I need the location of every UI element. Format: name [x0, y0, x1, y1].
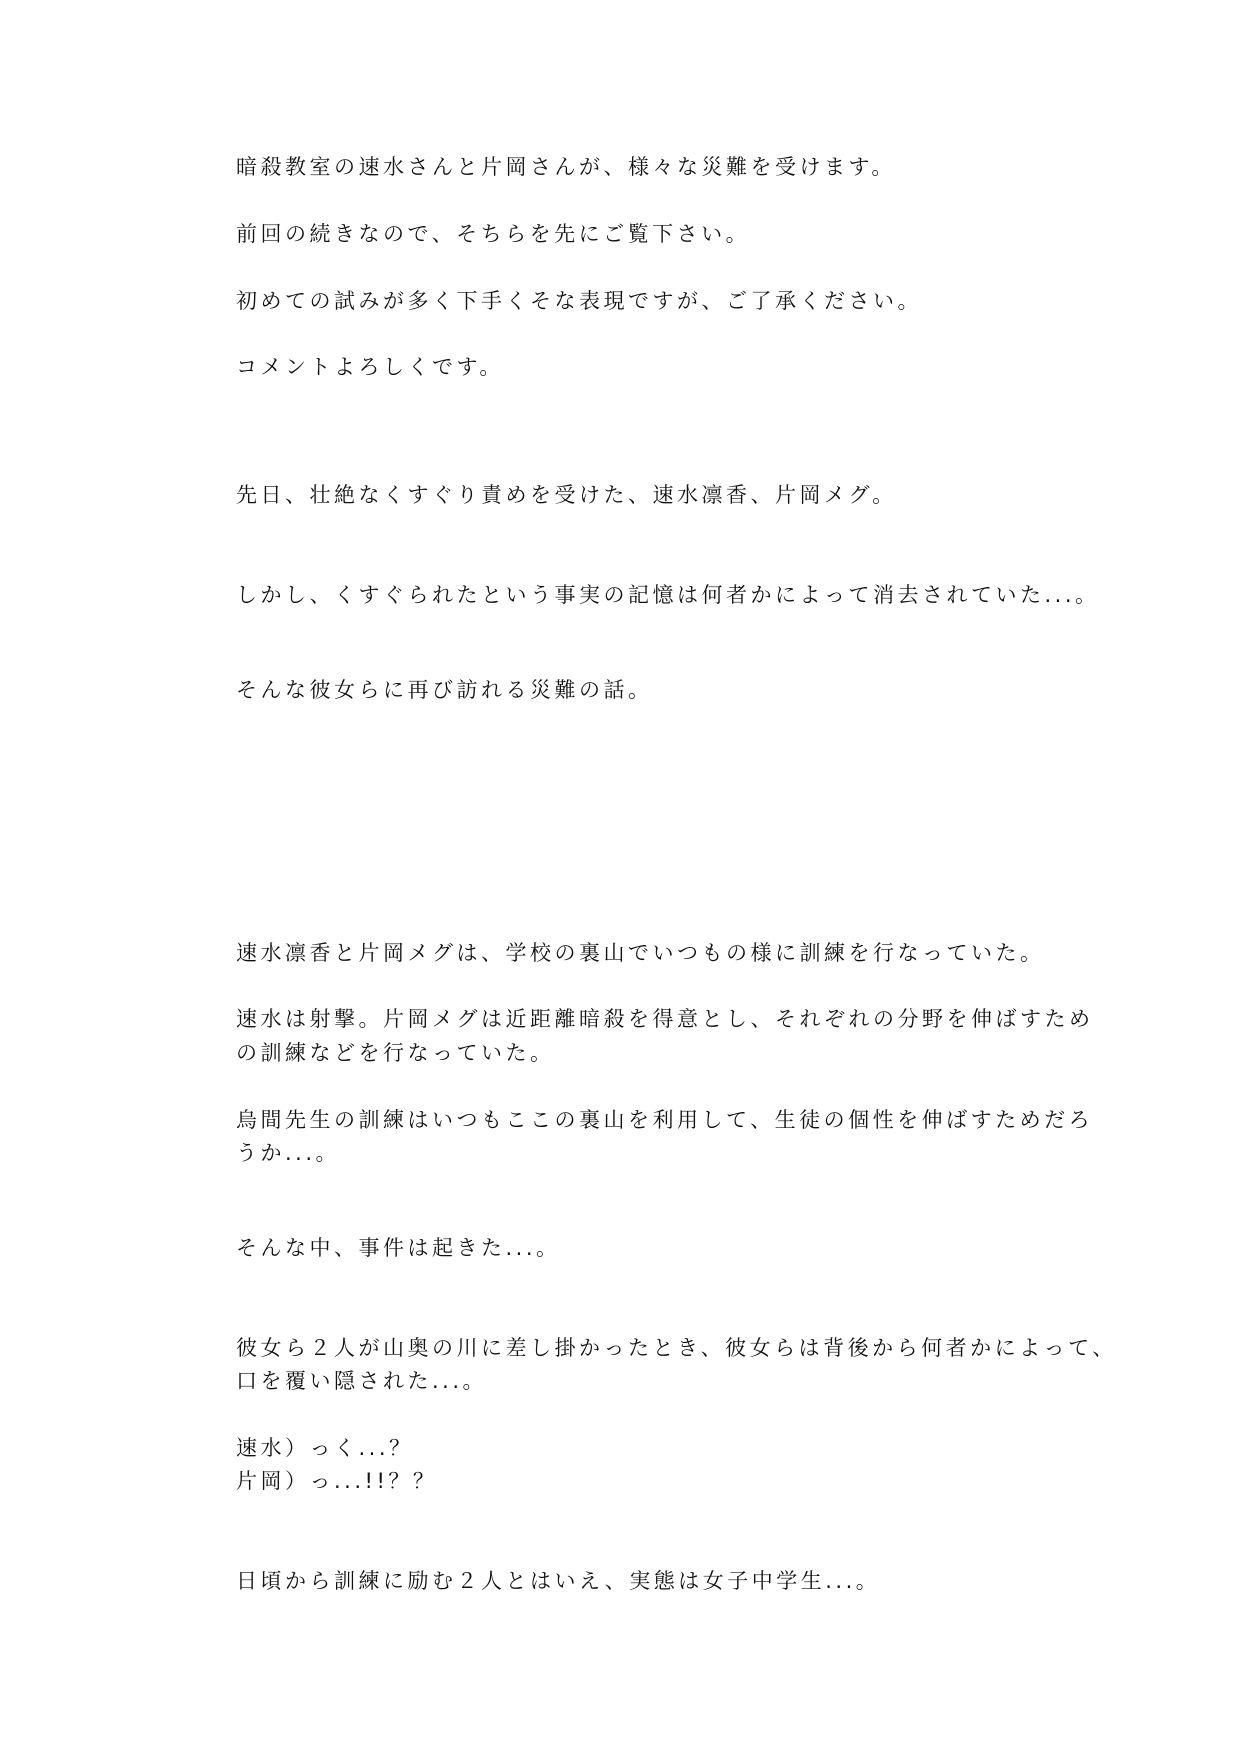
dialogue-line-hayami: 速水）っく...？	[236, 1436, 414, 1460]
story-paragraph-1: 速水凛香と片岡メグは、学校の裏山でいつもの様に訓練を行なっていた。	[236, 941, 1045, 965]
prologue-line-2: しかし、くすぐられたという事実の記憶は何者かによって消去されていた...。	[236, 583, 1100, 607]
story-paragraph-5-line-1: 彼女ら２人が山奥の川に差し掛かったとき、彼女らは背後から何者かによって、	[236, 1336, 1117, 1360]
prologue-line-3: そんな彼女らに再び訪れる災難の話。	[236, 678, 653, 702]
story-paragraph-2-line-1: 速水は射撃。片岡メグは近距離暗殺を得意とし、それぞれの分野を伸ばすため	[236, 1007, 1094, 1031]
story-paragraph-6: 日頃から訓練に励む２人とはいえ、実態は女子中学生...。	[236, 1569, 881, 1593]
prologue-line-1: 先日、壮絶なくすぐり責めを受けた、速水凛香、片岡メグ。	[236, 483, 897, 507]
intro-line-3: 初めての試みが多く下手くそな表現ですが、ご了承ください。	[236, 289, 922, 313]
story-paragraph-4: そんな中、事件は起きた...。	[236, 1236, 561, 1260]
intro-line-4: コメントよろしくです。	[236, 355, 504, 379]
intro-line-2: 前回の続きなので、そちらを先にご覧下さい。	[236, 222, 751, 246]
story-paragraph-2-line-2: の訓練などを行なっていた。	[236, 1041, 555, 1065]
intro-line-1: 暗殺教室の速水さんと片岡さんが、様々な災難を受けます。	[236, 155, 896, 179]
story-paragraph-3-line-1: 烏間先生の訓練はいつもここの裏山を利用して、生徒の個性を伸ばすためだろ	[236, 1108, 1094, 1132]
dialogue-line-kataoka: 片岡）っ...!!？？	[236, 1469, 438, 1493]
story-paragraph-5-line-2: 口を覆い隠された...。	[236, 1369, 488, 1393]
story-paragraph-3-line-2: うか...。	[236, 1141, 341, 1165]
